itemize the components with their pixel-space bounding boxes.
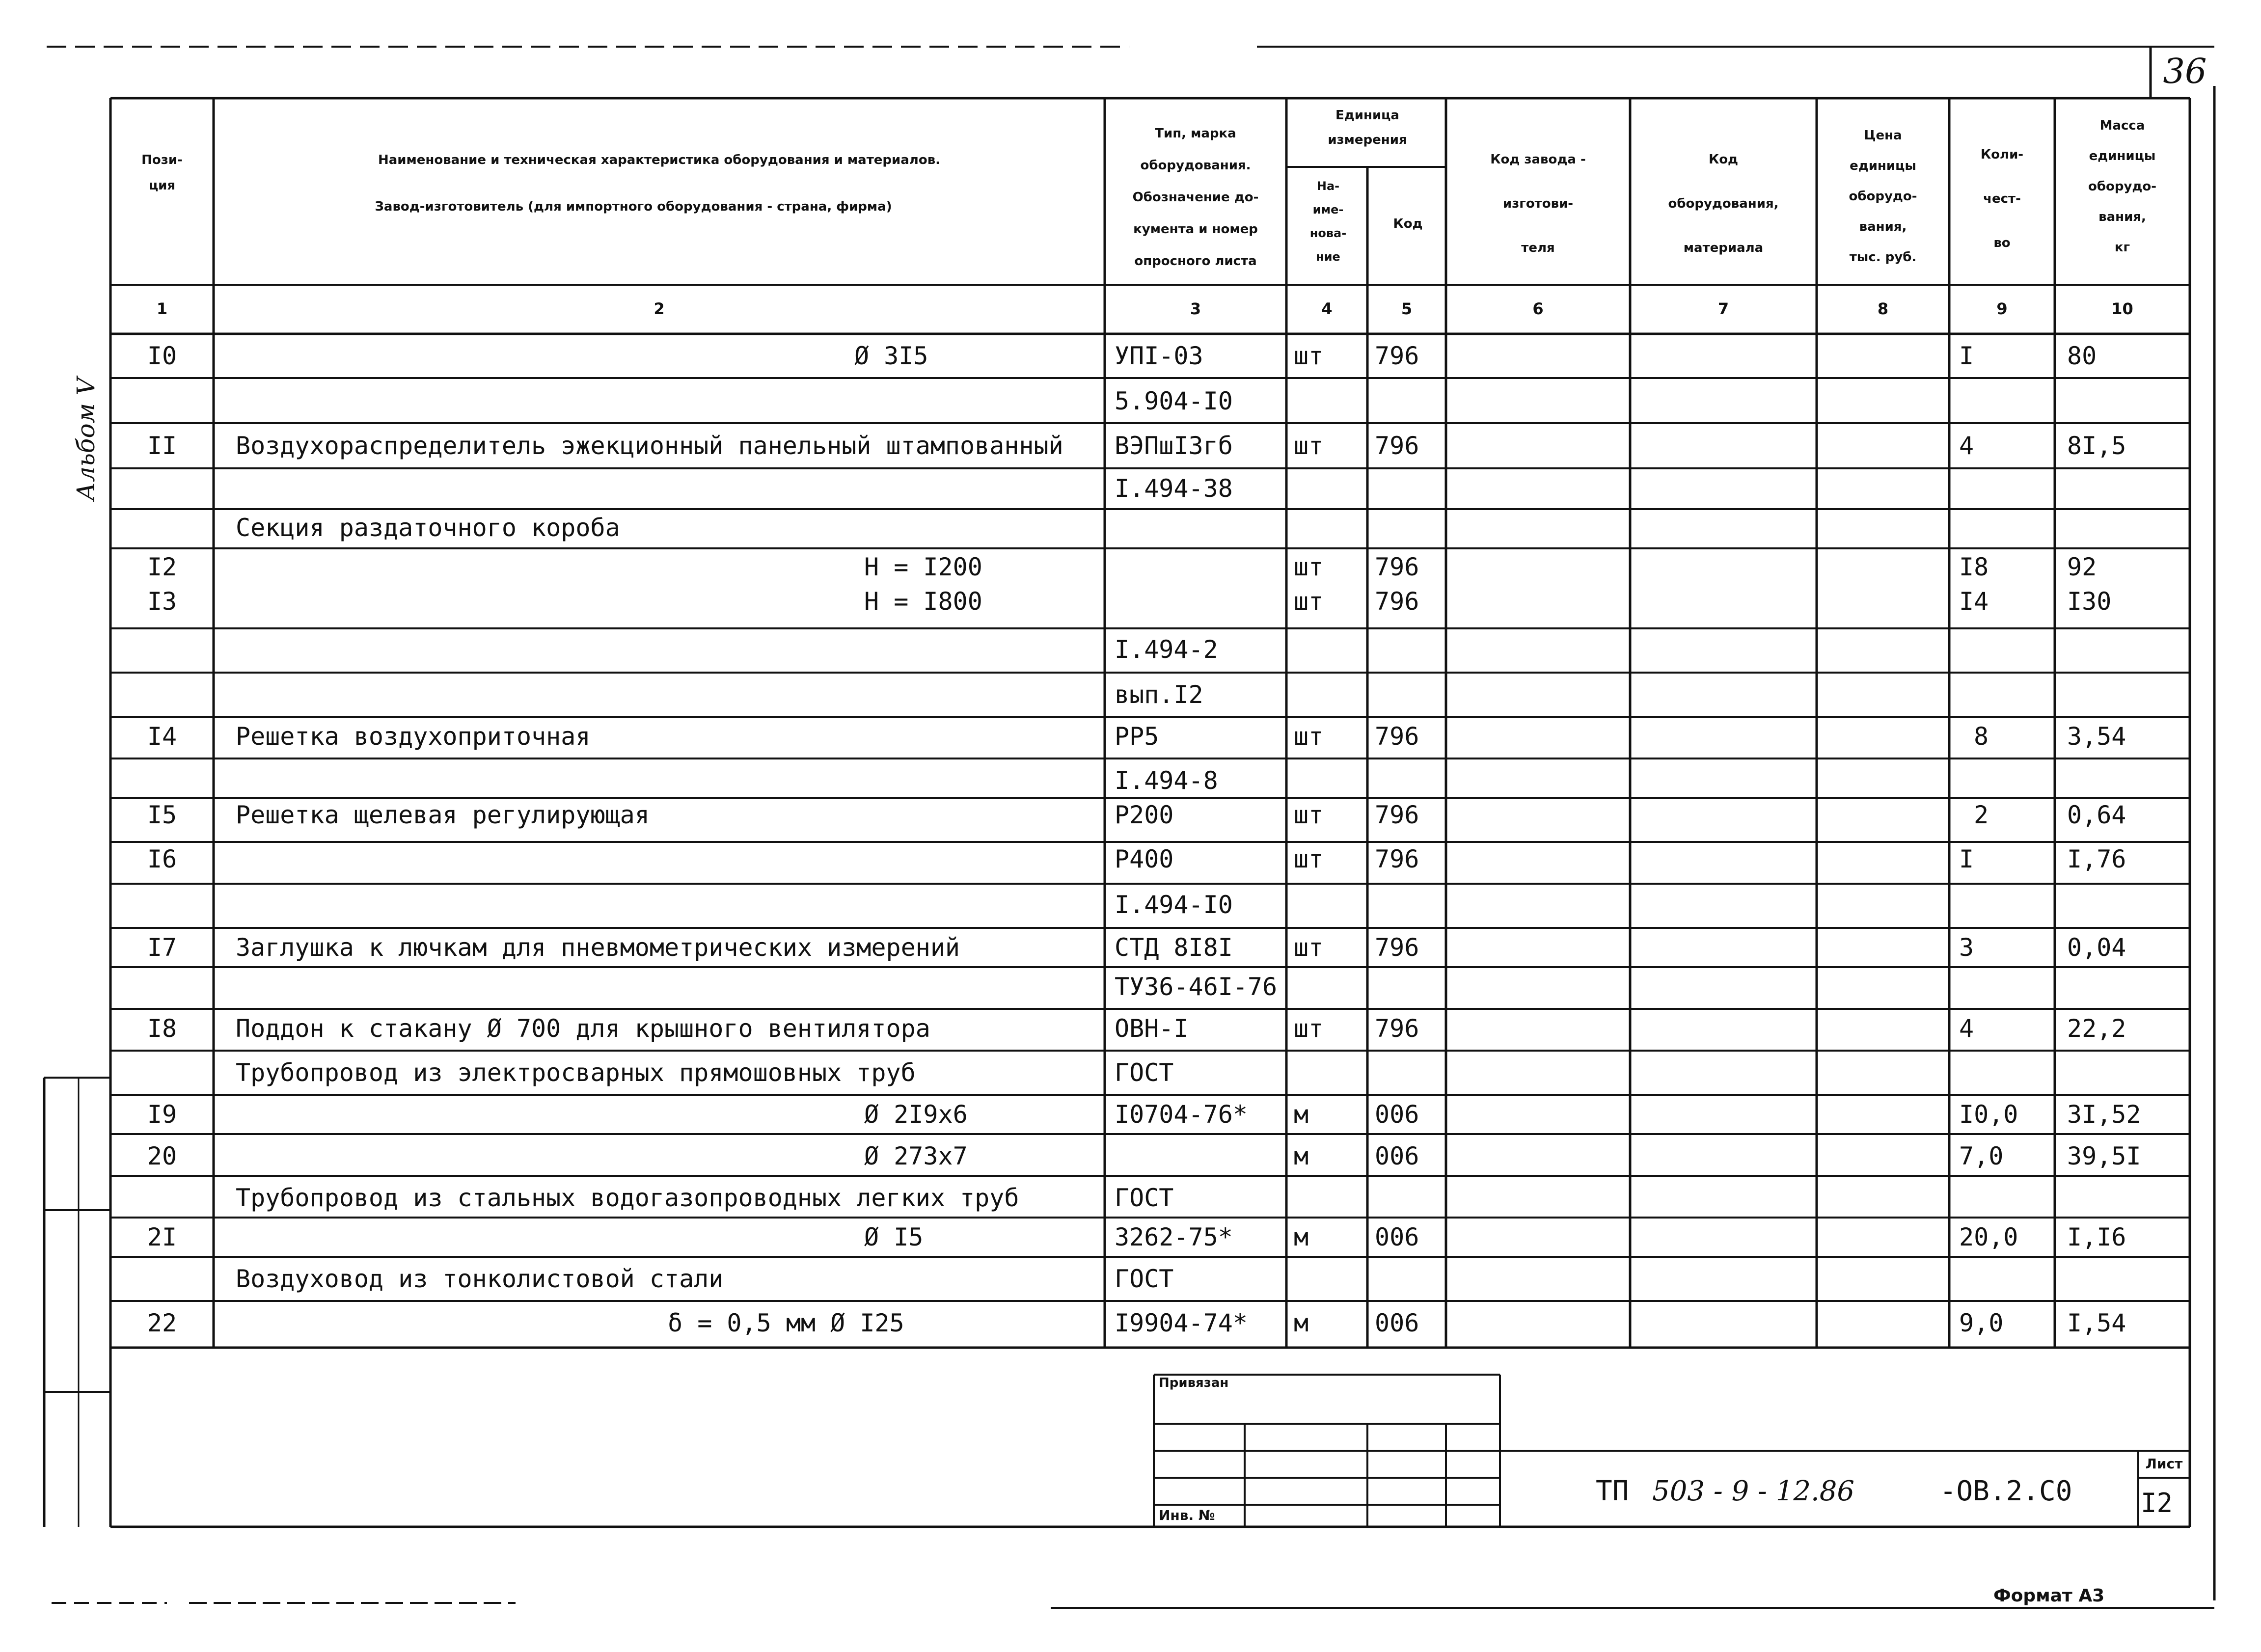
row-unit: м (1294, 1309, 1309, 1337)
row-type: I.494-2 (1115, 635, 1218, 664)
table-row (0, 768, 2261, 798)
row-mass: 22,2 (2067, 1014, 2126, 1043)
row-unit-code: 796 (1375, 587, 1419, 616)
table-row (0, 589, 2261, 619)
column-number: 1 (156, 299, 168, 318)
header-name-line1: Наименование и техническая характеристика оборудования и материалов. (378, 153, 941, 167)
row-type: ГОСТ (1115, 1265, 1174, 1293)
column-number: 5 (1401, 299, 1413, 318)
row-quantity: 4 (1959, 1014, 1974, 1043)
row-type: I.494-8 (1115, 766, 1218, 795)
row-mass: 3I,52 (2067, 1100, 2141, 1129)
row-unit: шт (1294, 432, 1324, 460)
row-name: Воздухораспределитель эжекционный панельный штампованный (236, 432, 1063, 460)
row-unit-code: 006 (1375, 1142, 1419, 1170)
stamp-privyazan: Привязан (1159, 1376, 1229, 1390)
row-type: вып.I2 (1115, 680, 1203, 709)
row-type: ТУ36-46I-76 (1115, 973, 1278, 1001)
table-row (0, 1267, 2261, 1296)
row-name: Решетка воздухоприточная (236, 722, 591, 751)
stamp-inv-no: Инв. № (1159, 1507, 1215, 1523)
sheet-number: I2 (2141, 1488, 2173, 1518)
row-mass: 3,54 (2067, 722, 2126, 751)
row-quantity: 3 (1959, 933, 1974, 962)
column-number: 7 (1717, 299, 1729, 318)
doc-code-suffix: -ОВ.2.С0 (1939, 1475, 2072, 1507)
row-name-right: δ = 0,5 мм Ø I25 (668, 1309, 904, 1337)
row-unit-code: 796 (1375, 342, 1419, 370)
row-mass: 8I,5 (2067, 432, 2126, 460)
table-row (0, 476, 2261, 506)
row-quantity: 8 (1974, 722, 1989, 751)
row-mass: 92 (2067, 553, 2097, 581)
row-name: Решетка щелевая регулирующая (236, 801, 650, 829)
row-unit-code: 796 (1375, 933, 1419, 962)
column-number: 10 (2111, 299, 2133, 318)
row-name: Поддон к стакану Ø 700 для крышного вентилятора (236, 1014, 930, 1043)
row-position: 2I (147, 1223, 177, 1251)
row-unit-code: 796 (1375, 845, 1419, 873)
table-row (0, 1225, 2261, 1254)
table-row (0, 344, 2261, 373)
table-row (0, 515, 2261, 545)
table-row (0, 724, 2261, 754)
row-unit: шт (1294, 933, 1324, 962)
table-row (0, 1060, 2261, 1090)
row-position: I6 (147, 845, 177, 873)
table-row (0, 1144, 2261, 1173)
document-code (1596, 1475, 2072, 1507)
row-name-right: Ø 273х7 (864, 1142, 968, 1170)
table-row (0, 1016, 2261, 1046)
row-type: ВЭПшI3гб (1115, 432, 1233, 460)
row-unit-code: 796 (1375, 1014, 1419, 1043)
column-number: 3 (1190, 299, 1201, 318)
row-quantity: 2 (1974, 801, 1989, 829)
format-label: Формат А3 (1993, 1586, 2105, 1606)
row-name: Трубопровод из стальных водогазопроводных легких труб (236, 1184, 1019, 1212)
row-unit: шт (1294, 801, 1324, 829)
table-row (0, 935, 2261, 965)
row-mass: 0,64 (2067, 801, 2126, 829)
table-row (0, 975, 2261, 1004)
row-mass: I,76 (2067, 845, 2126, 873)
row-type: I0704-76* (1115, 1100, 1248, 1129)
row-position: I9 (147, 1100, 177, 1129)
row-unit: шт (1294, 553, 1324, 581)
column-number: 2 (654, 299, 665, 318)
row-type: СТД 8I8I (1115, 933, 1233, 962)
row-unit-code: 796 (1375, 432, 1419, 460)
header-unit-mass: Масса единицы оборудо- вания, кг (2088, 118, 2157, 255)
row-unit: шт (1294, 587, 1324, 616)
header-unit-name: На- име- нова- ние (1309, 179, 1347, 264)
column-number: 6 (1532, 299, 1544, 318)
table-row (0, 682, 2261, 712)
row-name-right: Ø I5 (864, 1223, 924, 1251)
column-number: 9 (1996, 299, 2008, 318)
row-type: УПI-03 (1115, 342, 1203, 370)
row-quantity: 7,0 (1959, 1142, 2004, 1170)
row-name-right: Н = I200 (864, 553, 982, 581)
header-type: Тип, марка оборудования. Обозначение до- кумента и номер опросного листа (1132, 126, 1259, 269)
header-unit-code: Код (1393, 217, 1423, 231)
row-name: Воздуховод из тонколистовой стали (236, 1265, 724, 1293)
row-quantity: I0,0 (1959, 1100, 2018, 1129)
row-name-right: Ø 2I9х6 (864, 1100, 968, 1129)
table-row (0, 637, 2261, 667)
row-name-right: Ø 3I5 (854, 342, 928, 370)
sheet-corner-number: 36 (2163, 51, 2207, 91)
row-unit-code: 006 (1375, 1309, 1419, 1337)
row-quantity: 4 (1959, 432, 1974, 460)
table-row (0, 389, 2261, 418)
row-type: I9904-74* (1115, 1309, 1248, 1337)
row-position: I3 (147, 587, 177, 616)
row-mass: I,I6 (2067, 1223, 2126, 1251)
row-type: I.494-I0 (1115, 891, 1233, 919)
row-unit: шт (1294, 845, 1324, 873)
row-position: I4 (147, 722, 177, 751)
row-mass: 80 (2067, 342, 2097, 370)
row-quantity: 9,0 (1959, 1309, 2004, 1337)
row-name-right: Н = I800 (864, 587, 982, 616)
row-position: I2 (147, 553, 177, 581)
row-unit-code: 006 (1375, 1100, 1419, 1129)
header-unit-group: Единица измерения (1328, 108, 1407, 147)
row-name: Трубопровод из электросварных прямошовных труб (236, 1058, 916, 1087)
table-row (0, 1102, 2261, 1132)
row-name: Заглушка к лючкам для пневмометрических измерений (236, 933, 960, 962)
row-type: Р400 (1115, 845, 1174, 873)
row-type: ГОСТ (1115, 1058, 1174, 1087)
table-row (0, 1311, 2261, 1340)
row-type: I.494-38 (1115, 474, 1233, 503)
header-factory-code: Код завода - изготови- теля (1490, 152, 1586, 255)
row-position: II (147, 432, 177, 460)
row-unit: шт (1294, 342, 1324, 370)
row-quantity: I (1959, 845, 1974, 873)
table-row (0, 847, 2261, 876)
doc-code-hand: 503 - 9 - 12.86 (1652, 1475, 1855, 1507)
table-row (0, 893, 2261, 922)
row-unit: м (1294, 1142, 1309, 1170)
row-unit: м (1294, 1100, 1309, 1129)
row-mass: I30 (2067, 587, 2112, 616)
row-position: 22 (147, 1309, 177, 1337)
row-unit: м (1294, 1223, 1309, 1251)
column-number: 4 (1321, 299, 1333, 318)
table-row (0, 1186, 2261, 1215)
row-quantity: I (1959, 342, 1974, 370)
row-type: ОВН-I (1115, 1014, 1189, 1043)
row-position: I0 (147, 342, 177, 370)
row-quantity: I8 (1959, 553, 1989, 581)
table-row (0, 433, 2261, 463)
row-unit-code: 796 (1375, 722, 1419, 751)
row-mass: 0,04 (2067, 933, 2126, 962)
row-unit-code: 006 (1375, 1223, 1419, 1251)
header-position: Пози- ция (141, 153, 183, 193)
header-equipment-code: Код оборудования, материала (1668, 152, 1779, 255)
row-position: I7 (147, 933, 177, 962)
row-mass: 39,5I (2067, 1142, 2141, 1170)
doc-code-prefix: ТП (1596, 1475, 1629, 1507)
row-unit-code: 796 (1375, 801, 1419, 829)
row-type: 5.904-I0 (1115, 387, 1233, 415)
table-row (0, 803, 2261, 832)
row-type: 3262-75* (1115, 1223, 1233, 1251)
album-label: Альбом V (72, 377, 100, 501)
row-position: I5 (147, 801, 177, 829)
row-position: I8 (147, 1014, 177, 1043)
row-mass: I,54 (2067, 1309, 2126, 1337)
row-quantity: 20,0 (1959, 1223, 2018, 1251)
table-row (0, 555, 2261, 584)
header-unit-price: Цена единицы оборудо- вания, тыс. руб. (1849, 128, 1917, 265)
column-number: 8 (1877, 299, 1889, 318)
row-position: 20 (147, 1142, 177, 1170)
row-name: Секция раздаточного короба (236, 514, 620, 542)
header-name-line2: Завод-изготовитель (для импортного оборудования - страна, фирма) (375, 199, 892, 214)
header-quantity: Коли- чест- во (1980, 147, 2024, 250)
row-type: Р200 (1115, 801, 1174, 829)
row-type: ГОСТ (1115, 1184, 1174, 1212)
row-unit-code: 796 (1375, 553, 1419, 581)
row-unit: шт (1294, 1014, 1324, 1043)
sheet-label: Лист (2145, 1456, 2183, 1472)
row-type: РР5 (1115, 722, 1159, 751)
row-unit: шт (1294, 722, 1324, 751)
row-quantity: I4 (1959, 587, 1989, 616)
